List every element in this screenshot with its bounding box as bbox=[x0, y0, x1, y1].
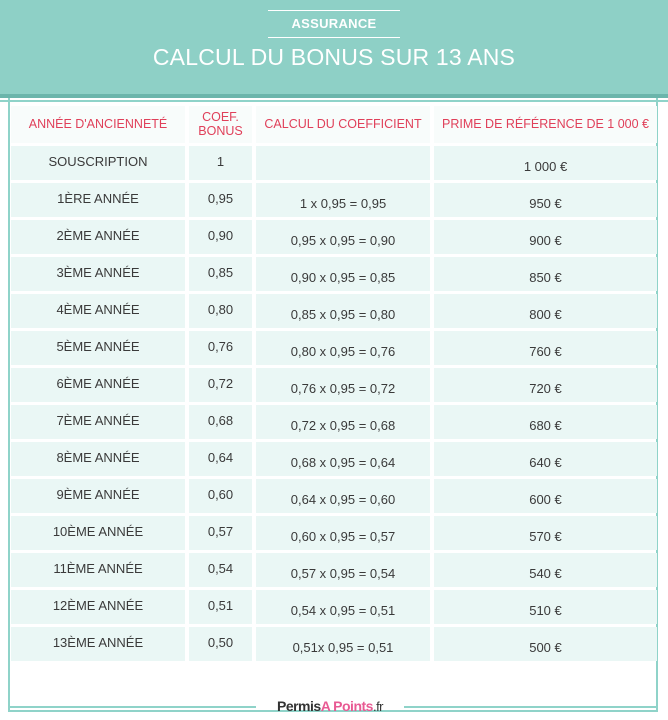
logo-text-a-points: A Points bbox=[320, 698, 373, 714]
calc-cell: 0,64 x 0,95 = 0,60 bbox=[256, 479, 430, 513]
year-cell: 11ÈME ANNÉE bbox=[11, 553, 185, 587]
calc-cell: 0,60 x 0,95 = 0,57 bbox=[256, 516, 430, 550]
calc-cell: 0,72 x 0,95 = 0,68 bbox=[256, 405, 430, 439]
year-cell: 6ÈME ANNÉE bbox=[11, 368, 185, 402]
prime-cell: 760 € bbox=[434, 331, 657, 365]
year-cell: 3ÈME ANNÉE bbox=[11, 257, 185, 291]
coef-cell: 0,68 bbox=[189, 405, 252, 439]
table-row bbox=[11, 368, 657, 405]
table-row bbox=[11, 405, 657, 442]
table-row bbox=[11, 294, 657, 331]
prime-cell: 510 € bbox=[434, 590, 657, 624]
calc-cell: 0,95 x 0,95 = 0,90 bbox=[256, 220, 430, 254]
table-row bbox=[11, 146, 657, 183]
calc-cell: 1 x 0,95 = 0,95 bbox=[256, 183, 430, 217]
coef-cell: 0,50 bbox=[189, 627, 252, 661]
page-title: CALCUL DU BONUS SUR 13 ANS bbox=[152, 44, 516, 70]
year-cell: SOUSCRIPTION bbox=[11, 146, 185, 180]
permis-a-points-logo bbox=[262, 694, 398, 718]
category-label: ASSURANCE bbox=[268, 10, 400, 38]
table-row bbox=[11, 442, 657, 479]
prime-cell: 720 € bbox=[434, 368, 657, 402]
table-row bbox=[11, 479, 657, 516]
coef-cell: 0,95 bbox=[189, 183, 252, 217]
coef-cell: 0,57 bbox=[189, 516, 252, 550]
prime-cell: 850 € bbox=[434, 257, 657, 291]
year-cell: 13ÈME ANNÉE bbox=[11, 627, 185, 661]
table-row bbox=[11, 516, 657, 553]
coef-cell: 0,64 bbox=[189, 442, 252, 476]
calc-cell: 0,90 x 0,95 = 0,85 bbox=[256, 257, 430, 291]
year-cell: 5ÈME ANNÉE bbox=[11, 331, 185, 365]
table-row bbox=[11, 183, 657, 220]
header-year: ANNÉE D'ANCIENNETÉ bbox=[11, 106, 185, 143]
coef-cell: 1 bbox=[189, 146, 252, 180]
calc-cell: 0,54 x 0,95 = 0,51 bbox=[256, 590, 430, 624]
footer-divider-right bbox=[404, 706, 658, 708]
table-row bbox=[11, 331, 657, 368]
calc-cell bbox=[256, 146, 430, 180]
prime-cell: 800 € bbox=[434, 294, 657, 328]
prime-cell: 950 € bbox=[434, 183, 657, 217]
year-cell: 8ÈME ANNÉE bbox=[11, 442, 185, 476]
header-prime: PRIME DE RÉFÉRENCE DE 1 000 € bbox=[434, 106, 657, 143]
prime-cell: 540 € bbox=[434, 553, 657, 587]
table-row bbox=[11, 257, 657, 294]
year-cell: 12ÈME ANNÉE bbox=[11, 590, 185, 624]
year-cell: 10ÈME ANNÉE bbox=[11, 516, 185, 550]
footer-divider-left bbox=[8, 706, 256, 708]
year-cell: 4ÈME ANNÉE bbox=[11, 294, 185, 328]
table-row bbox=[11, 553, 657, 590]
coef-cell: 0,85 bbox=[189, 257, 252, 291]
logo-text-permis: Permis bbox=[276, 698, 321, 714]
table-row bbox=[11, 220, 657, 257]
calc-cell: 0,57 x 0,95 = 0,54 bbox=[256, 553, 430, 587]
coef-cell: 0,90 bbox=[189, 220, 252, 254]
year-cell: 2ÈME ANNÉE bbox=[11, 220, 185, 254]
table-row bbox=[11, 590, 657, 627]
coef-cell: 0,54 bbox=[189, 553, 252, 587]
prime-cell: 1 000 € bbox=[434, 146, 657, 180]
coef-cell: 0,80 bbox=[189, 294, 252, 328]
calc-cell: 0,85 x 0,95 = 0,80 bbox=[256, 294, 430, 328]
header-banner bbox=[0, 0, 668, 98]
coef-cell: 0,72 bbox=[189, 368, 252, 402]
header-divider bbox=[0, 100, 668, 102]
prime-cell: 640 € bbox=[434, 442, 657, 476]
coef-cell: 0,51 bbox=[189, 590, 252, 624]
table-header-row bbox=[11, 106, 657, 146]
year-cell: 7ÈME ANNÉE bbox=[11, 405, 185, 439]
calc-cell: 0,68 x 0,95 = 0,64 bbox=[256, 442, 430, 476]
table-body bbox=[11, 146, 657, 664]
prime-cell: 500 € bbox=[434, 627, 657, 661]
bonus-table bbox=[11, 106, 657, 664]
calc-cell: 0,76 x 0,95 = 0,72 bbox=[256, 368, 430, 402]
coef-cell: 0,76 bbox=[189, 331, 252, 365]
prime-cell: 900 € bbox=[434, 220, 657, 254]
calc-cell: 0,80 x 0,95 = 0,76 bbox=[256, 331, 430, 365]
year-cell: 1ÈRE ANNÉE bbox=[11, 183, 185, 217]
prime-cell: 570 € bbox=[434, 516, 657, 550]
prime-cell: 680 € bbox=[434, 405, 657, 439]
calc-cell: 0,51x 0,95 = 0,51 bbox=[256, 627, 430, 661]
coef-cell: 0,60 bbox=[189, 479, 252, 513]
logo-text-fr: .fr bbox=[372, 698, 384, 714]
table-row bbox=[11, 627, 657, 664]
header-coef: COEF. BONUS bbox=[189, 106, 252, 143]
prime-cell: 600 € bbox=[434, 479, 657, 513]
header-calc: CALCUL DU COEFFICIENT bbox=[256, 106, 430, 143]
year-cell: 9ÈME ANNÉE bbox=[11, 479, 185, 513]
